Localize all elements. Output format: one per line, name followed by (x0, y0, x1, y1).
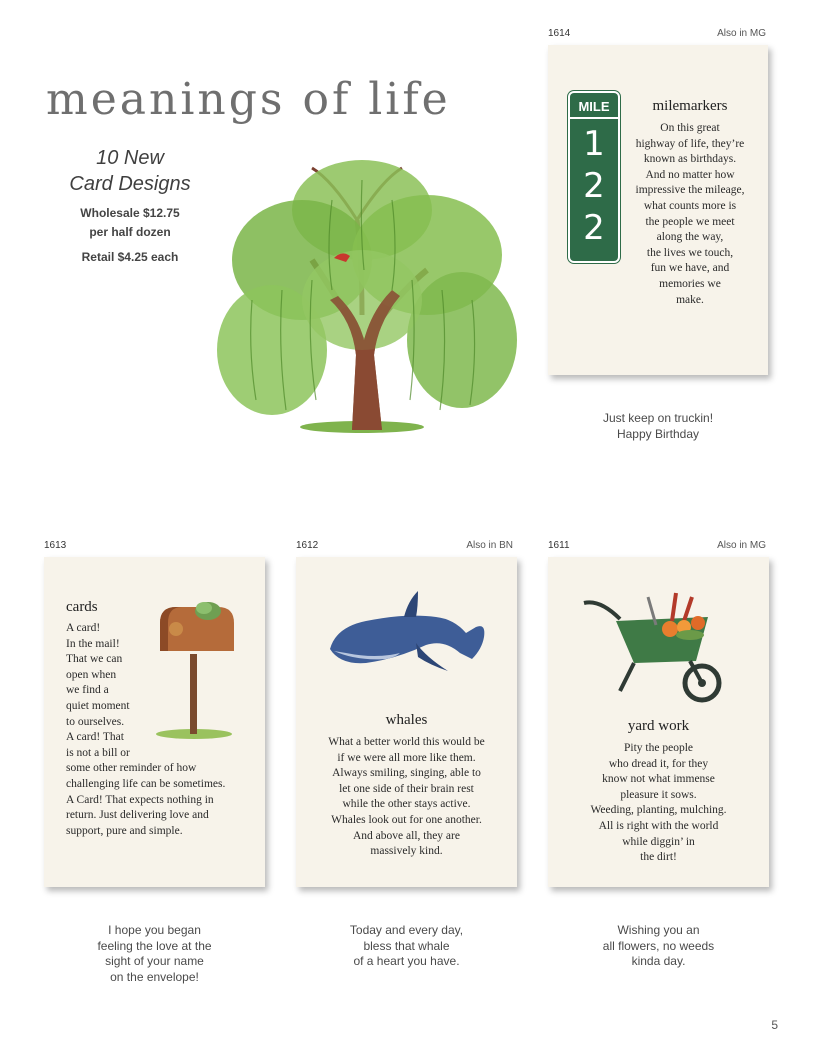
verse-line: the lives we touch, (646, 246, 734, 259)
wheelbarrow-icon (580, 591, 736, 703)
inside-line: Just keep on truckin! (602, 411, 714, 425)
card-code: 1614 (548, 28, 571, 39)
wholesale-line2: per half dozen (89, 225, 171, 239)
promo-heading (60, 145, 200, 197)
verse-line: impressive the mileage, (635, 184, 745, 197)
inside-line: I hope you began (108, 923, 201, 937)
verse-line: know not what immense (602, 773, 715, 786)
verse-line: the people we meet (645, 215, 735, 228)
verse-line: Whales look out for one another. (331, 813, 482, 826)
verse-line: In the mail! (66, 637, 120, 650)
verse-line: we find a (66, 684, 109, 697)
inside-message (548, 923, 769, 970)
verse-line: is not a bill or (66, 746, 130, 759)
inside-line: of a heart you have. (353, 954, 460, 968)
inside-message (44, 923, 265, 985)
verse-line: That we can (66, 653, 123, 666)
verse-line: Weeding, planting, mulching. (590, 804, 727, 817)
verse-line: A card! That (66, 731, 124, 744)
mile-digit: 1 (583, 124, 605, 164)
verse-line: massively kind. (370, 845, 443, 858)
also-available: Also in MG (717, 540, 766, 551)
verse-line: open when (66, 668, 117, 681)
verse-line: if we were all more like them. (337, 751, 476, 764)
whale-icon (326, 587, 488, 677)
card-title: milemarkers (652, 98, 728, 114)
verse-line: And above all, they are (353, 829, 460, 842)
verse-line: let one side of their brain rest (339, 782, 474, 795)
inside-line: sight of your name (105, 954, 204, 968)
verse-line: What a better world this would be (328, 736, 485, 748)
card-title: yard work (627, 718, 690, 734)
verse-line: return. Just delivering love and (66, 809, 209, 822)
card-code: 1611 (548, 540, 570, 551)
card-cards (44, 557, 265, 887)
card-verse (66, 621, 225, 839)
card-code: 1612 (296, 540, 319, 551)
card-title: cards (66, 599, 98, 615)
inside-line: kinda day. (631, 954, 686, 968)
card-yard-work (548, 557, 769, 887)
verse-line: known as birthdays. (643, 153, 737, 166)
verse-line: some other reminder of how (66, 762, 197, 775)
wholesale-price (60, 204, 200, 242)
promo-heading-line1: 10 New (96, 147, 164, 169)
inside-line: bless that whale (363, 938, 450, 953)
card-title: whales (385, 712, 428, 728)
willow-tree-illustration (212, 140, 517, 440)
card-verse (548, 741, 769, 866)
verse-line: highway of life, they’re (635, 137, 745, 150)
page-number: 5 (771, 1018, 778, 1032)
mile-digit: 2 (583, 208, 605, 248)
card-verse (626, 121, 754, 308)
wholesale-line1: Wholesale $12.75 (80, 206, 180, 220)
verse-line: On this great (660, 122, 720, 134)
verse-line: A Card! That expects nothing in (66, 793, 214, 806)
verse-line: And no matter how (645, 168, 735, 181)
verse-line: while the other stays active. (342, 798, 471, 811)
mile-digit: 2 (583, 166, 605, 206)
inside-line: Today and every day, (349, 923, 464, 937)
verse-line: make. (676, 293, 704, 306)
card-code: 1613 (44, 540, 67, 551)
inside-line: Happy Birthday (616, 426, 700, 441)
retail-price: Retail $4.25 each (81, 250, 179, 264)
promo-heading-line2: Card Designs (69, 173, 191, 195)
inside-line: feeling the love at the (97, 938, 212, 953)
also-available: Also in MG (717, 28, 766, 39)
inside-line: on the envelope! (110, 969, 199, 984)
inside-line: Wishing you an (617, 923, 700, 937)
verse-line: challenging life can be sometimes. (66, 777, 226, 790)
card-whales (296, 557, 517, 887)
verse-line: who dread it, for they (608, 757, 709, 770)
verse-line: Pity the people (624, 742, 693, 754)
card-milemarkers (548, 45, 768, 375)
also-available: Also in BN (466, 540, 513, 551)
verse-line: pleasure it sows. (620, 788, 697, 801)
inside-message (548, 411, 768, 442)
verse-line: quiet moment (66, 699, 130, 712)
verse-line: fun we have, and (650, 262, 730, 275)
verse-line: while diggin’ in (622, 835, 695, 848)
page-title: meanings of life (46, 74, 451, 125)
verse-line: the dirt! (640, 851, 677, 864)
verse-line: along the way, (656, 231, 724, 244)
verse-line: A card! (66, 622, 101, 634)
verse-line: support, pure and simple. (66, 824, 183, 837)
verse-line: what counts more is (643, 199, 737, 212)
verse-line: memories we (659, 277, 721, 290)
card-verse (296, 735, 517, 860)
inside-line: all flowers, no weeds (602, 938, 715, 953)
mile-sign-icon (570, 93, 618, 261)
verse-line: Always smiling, singing, able to (332, 767, 481, 780)
verse-line: to ourselves. (66, 715, 125, 728)
verse-line: All is right with the world (598, 819, 719, 832)
mile-sign-label: MILE (570, 99, 618, 119)
inside-message (296, 923, 517, 970)
